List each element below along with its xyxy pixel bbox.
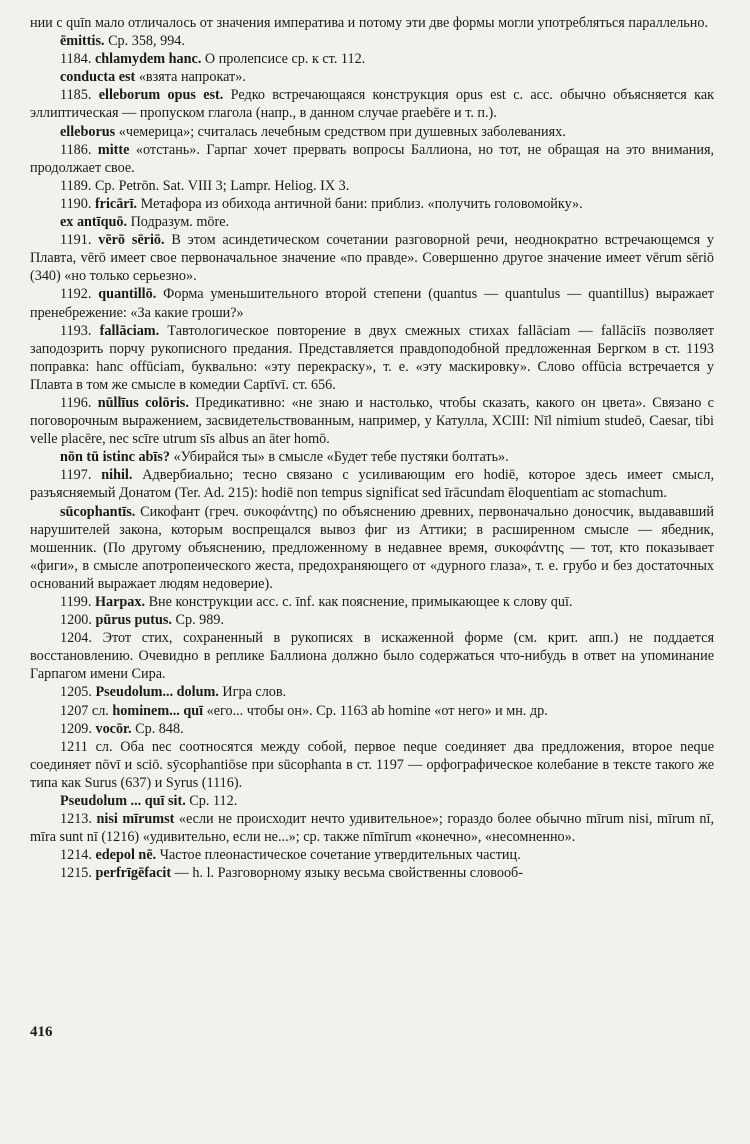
line-reference: 1204. [60,630,92,647]
line-reference: 1200. [60,612,92,629]
lemma: quantillō. [98,286,157,303]
page-number: 416 [30,1024,53,1040]
commentary-entry [30,593,714,611]
entry-text: Ср. 848. [135,720,184,737]
lemma: ex antīquō. [60,214,128,231]
entry-text: Вне конструкции acc. c. īnf. как пояснение, примыкающее к слову quī. [148,594,573,610]
commentary-entry [30,448,714,466]
lemma: perfrīgēfacit [95,865,172,882]
line-reference: 1197. [60,467,92,484]
lemma: Harpax. [94,594,146,610]
entry-text: Форма уменьшительного второй степени (quantus — quantulus — quantillus) выражает пренебрежение: «За какие гроши?» [30,286,714,321]
lemma: conducta est [60,69,136,86]
commentary-entry [30,50,714,68]
commentary-entry [30,611,714,629]
line-reference: 1192. [60,286,92,303]
line-reference: 1214. [60,847,92,864]
lemma: elleborum opus est. [98,87,224,104]
line-reference: 1213. [60,811,92,828]
commentary-entry [30,846,714,864]
commentary-entry [30,68,714,86]
line-reference: 1199. [60,594,92,610]
entry-text: «Убирайся ты» в смысле «Будет тебе пустяки болтать». [173,449,509,466]
entry-text: Тавтологическое повторение в двух смежных стихах fallāciam — fallāciīs позволяет заподозрить порчу рукописного предания. Представляется правдоподобной предложенная Бергком в ст. 1193 поправка: hanc offūciam, буквально: «эту перекраску», т. е. «эту маскировку». Слово offūcia встречается у Плавта в том же смысле в комедии Captīvī. ст. 656. [30,322,714,393]
entry-text: Частое плеонастическое сочетание утвердительных частиц. [159,847,521,864]
entry-text: Редко встречающаяся конструкция opus est c. acc. обычно объясняется как эллиптическая — пропуском глагола (напр., в данном случае praebēre и т. п.). [30,87,715,122]
line-reference: 1207 сл. [60,702,109,719]
commentary-entry [30,86,714,122]
line-reference: 1196. [60,394,92,411]
commentary-entry [30,177,714,195]
lemma: vērō sēriō. [98,232,165,249]
commentary-entry [30,466,714,502]
lemma: Pseudolum... dolum. [95,684,219,701]
entry-text: Сикофант (греч. συκοφάντης) по объяснению древних, первоначально доносчик, выдававший нарушителей закона, которым воспрещался вывоз фиг из Аттики; в расширенном смысле — ябедник, мошенник. (По другому объяснению, предложенному в недавнее время, συκοφάντης — тот, кто показывает «фиги», в смысле апотропеического жеста, предохраняющего от «дурного глаза», т. е. грубо и без достаточных оснований выражает людям недоверие). [30,503,714,592]
lemma: fallāciam. [99,322,160,339]
commentary-text [30,14,714,883]
commentary-entry [30,810,714,846]
entry-text: Ср. 989. [175,612,225,629]
line-reference: 1215. [60,865,92,882]
line-reference: 1190. [60,195,92,212]
commentary-entry [30,14,714,32]
entry-text: «отстань». Гарпаг хочет прервать вопросы Баллиона, но тот, не обращая на это внимания, продолжает свое. [30,141,715,176]
commentary-entry [30,629,714,683]
lemma: nūllīus colōris. [97,394,189,411]
lemma: Pseudolum ... quī sit. [60,793,186,810]
commentary-entry [30,231,714,285]
commentary-entry [30,213,714,231]
entry-text: Подразум. mōre. [130,214,230,231]
entry-text: Этот стих, сохраненный в рукописях в искаженной форме (см. крит. апп.) не поддается восстановлению. Очевидно в реплике Баллиона должно было содержаться что-нибудь в ответ на упоминание Гарпагом имени Сира. [30,630,714,683]
lemma: pūrus putus. [95,612,172,629]
entry-text: О пролепсисе ср. к ст. 112. [204,51,366,68]
line-reference: 1186. [60,141,92,158]
lemma: hominem... quī [112,702,204,719]
lemma: sūcophantīs. [60,503,136,520]
commentary-entry [30,702,714,720]
entry-text: Ср. Petrōn. Sat. VIII 3; Lampr. Heliog. IX 3. [94,177,350,194]
lemma: edepol nē. [95,847,157,864]
commentary-entry [30,141,714,177]
commentary-entry [30,683,714,701]
line-reference: 1193. [60,322,92,339]
entry-text: Метафора из обихода античной бани: приблиз. «получить головомойку». [140,195,583,212]
line-reference: 1184. [60,51,92,68]
line-reference: 1209. [60,720,92,737]
line-reference: 1189. [60,177,92,194]
commentary-entry [30,123,714,141]
commentary-entry [30,32,714,50]
commentary-entry [30,864,714,882]
entry-text: Адвербиально; тесно связано с усиливающим его hodiē, которое здесь имеет смысл, разъясняемый Донатом (Ter. Ad. 215): hodiē non tempus significat sed īrācundam ēloquentiam ac stomachum. [30,467,715,502]
commentary-entry [30,792,714,810]
commentary-entry [30,322,714,394]
entry-text: «чемерица»; считалась лечебным средством при душевных заболеваниях. [118,123,566,140]
line-reference: 1185. [60,87,92,104]
entry-text: Предикативно: «не знаю и настолько, чтобы сказать, какого он цвета». Связано с поговорочным выражением, засвидетельствованным, например, у Катулла, XCIII: Nīl nimium studeō, Caesar, tibi velle placēre, nec scīre utrum sīs albus an āter homō. [30,394,714,448]
commentary-entry [30,195,714,213]
entry-text: В этом асиндетическом сочетании разговорной речи, неоднократно встречающемся у Плавта, vērō имеет свое первоначальное значение «по правде». Совершенно другое значение имеет vērum sēriō (340) «но только серьезно». [30,232,715,285]
line-reference: 1205. [60,684,92,701]
entry-text: нии с quīn мало отличалось от значения императива и потому эти две формы могли употребляться параллельно. [30,15,709,31]
line-reference: 1211 сл. [60,738,113,755]
entry-text: Ср. 112. [189,793,238,810]
lemma: fricārī. [94,195,138,212]
commentary-entry [30,394,714,448]
lemma: nōn tū istinc abīs? [60,449,170,466]
entry-text: «его... чтобы он». Ср. 1163 ab homine «от него» и мн. др. [206,702,548,719]
lemma: ēmittis. [60,33,105,50]
lemma: elleborus [60,123,116,140]
commentary-entry [30,285,714,321]
lemma: nihil. [101,467,133,484]
entry-text: «если не происходит нечто удивительное»; гораздо более обычно mīrum nisi, mīrum nī, mīra sunt nī (1216) «удивительно, если не...»; ср. также nīmīrum «конечно», «несомненно». [30,811,715,846]
commentary-entry [30,503,714,593]
commentary-entry [30,738,714,792]
line-reference: 1191. [60,232,92,249]
lemma: chlamydem hanc. [94,51,202,68]
entry-text: — h. l. Разговорному языку весьма свойственны словооб- [174,865,523,882]
lemma: vocōr. [95,720,132,737]
lemma: nisi mīrumst [96,811,175,828]
entry-text: Ср. 358, 994. [108,33,185,50]
entry-text: «взята напрокат». [138,69,246,86]
entry-text: Игра слов. [222,684,287,701]
entry-text: Оба nec соотносятся между собой, первое neque соединяет два предложения, второе neque соединяет nōvī и sciō. sȳcophantiōse при sūcophanta в ст. 1197 — орфографическое колебание в тексте такого же типа как Surus (637) и Syrus (1116). [30,738,714,791]
commentary-entry [30,720,714,738]
lemma: mitte [97,141,130,158]
